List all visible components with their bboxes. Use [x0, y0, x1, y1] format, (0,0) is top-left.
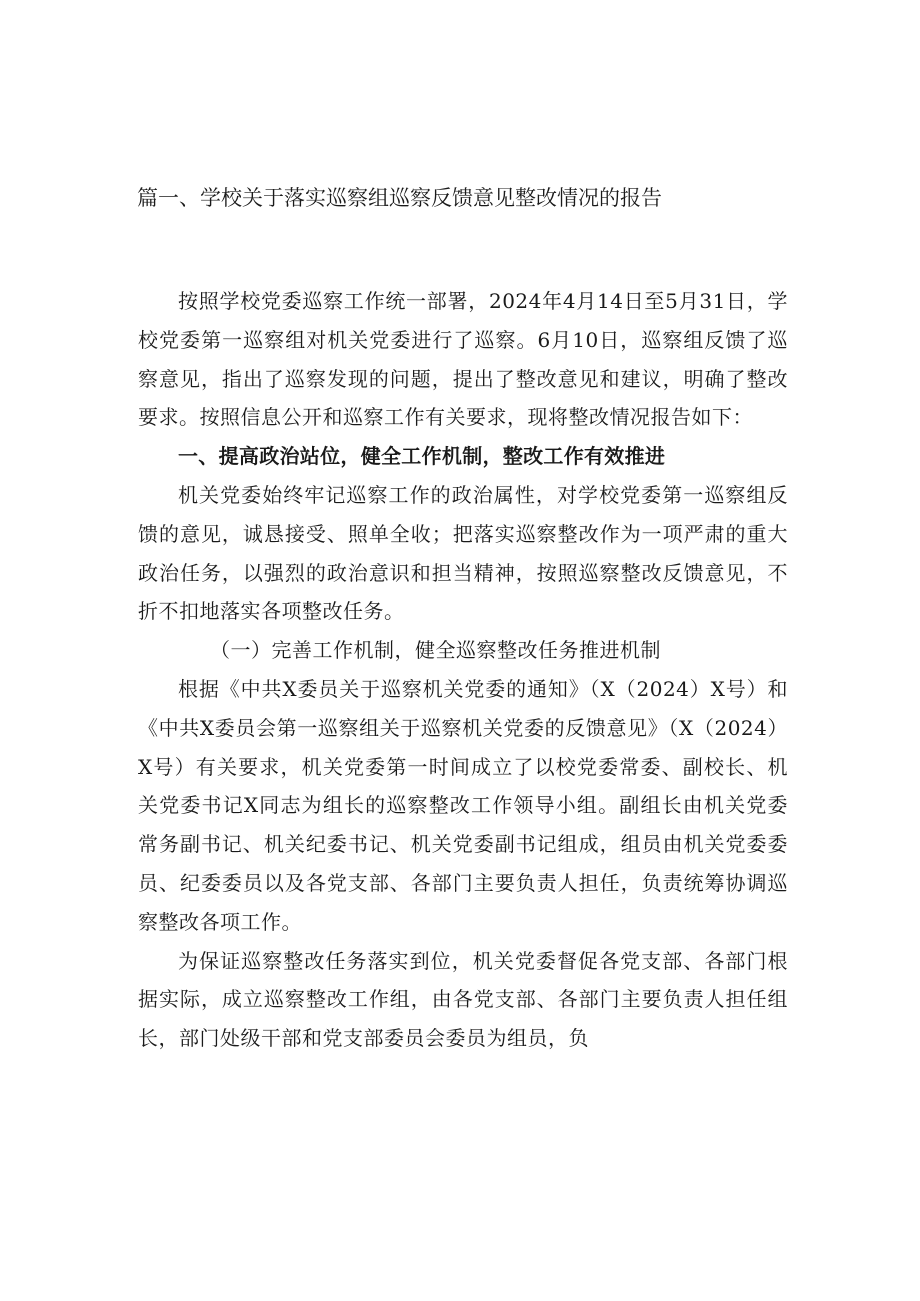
document-title: 篇一、学校关于落实巡察组巡察反馈意见整改情况的报告	[137, 186, 662, 210]
intro-paragraph: 按照学校党委巡察工作统一部署，2024年4月14日至5月31日，学校党委第一巡察组对机关党委进行了巡察。6月10日，巡察组反馈了巡察意见，指出了巡察发现的问题，提出了整改意见和建议，明确了整改要求。按照信息公开和巡察工作有关要求，现将整改情况报告如下：	[138, 289, 788, 430]
subsection-1-heading: （一）完善工作机制，健全巡察整改任务推进机制	[210, 638, 661, 663]
document-body	[138, 282, 788, 1058]
subsection-1-paragraph-1: 根据《中共X委员关于巡察机关党委的通知》（X（2024）X号）和《中共X委员会第一巡察组关于巡察机关党委的反馈意见》（X（2024）X号）有关要求，机关党委第一时间成立了以校党委常委、副校长、机关党委书记X同志为组长的巡察整改工作领导小组。副组长由机关党委常务副书记、机关纪委书记、机关党委副书记组成，组员由机关党委委员、纪委委员以及各党支部、各部门主要负责人担任，负责统筹协调巡察整改各项工作。	[138, 676, 788, 934]
subsection-1-paragraph-2: 为保证巡察整改任务落实到位，机关党委督促各党支部、各部门根据实际，成立巡察整改工作组，由各党支部、各部门主要负责人担任组长，部门处级干部和党支部委员会委员为组员，负	[138, 948, 788, 1051]
section-1-heading: 一、提高政治站位，健全工作机制，整改工作有效推进	[178, 444, 666, 469]
section-1-paragraph: 机关党委始终牢记巡察工作的政治属性，对学校党委第一巡察组反馈的意见，诚恳接受、照单全收；把落实巡察整改作为一项严肃的重大政治任务，以强烈的政治意识和担当精神，按照巡察整改反馈意见，不折不扣地落实各项整改任务。	[138, 482, 788, 624]
